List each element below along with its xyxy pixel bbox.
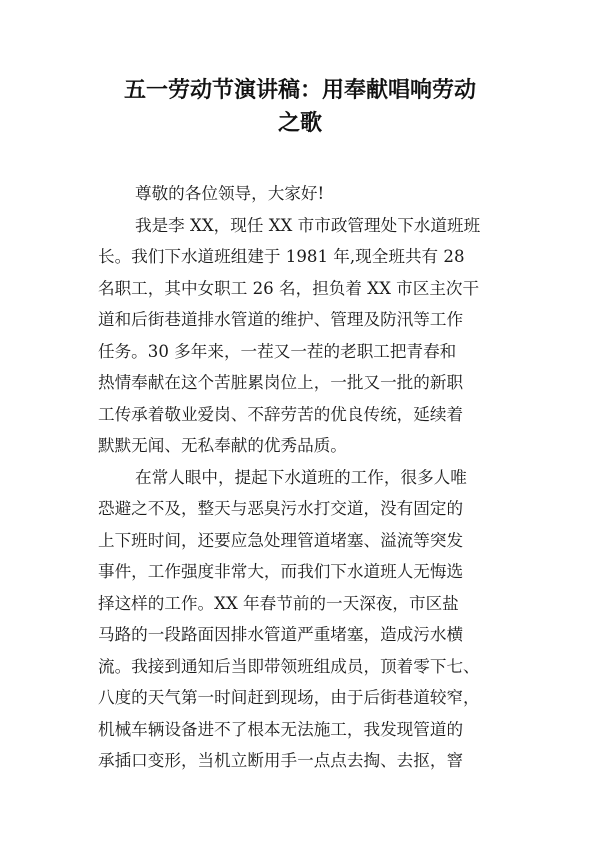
- intro-paragraph: [98, 210, 518, 462]
- text-line: 流。我接到通知后当即带领班组成员，顶着零下七、: [98, 656, 480, 676]
- greeting-paragraph: [98, 178, 518, 210]
- text-line: 尊敬的各位领导，大家好!: [135, 184, 325, 203]
- text-line: 道和后街巷道排水管道的维护、管理及防汛等工作: [98, 310, 464, 329]
- text-line: 恐避之不及，整天与恶臭污水打交道，没有固定的: [98, 499, 464, 518]
- title-line: 五一劳动节演讲稿：用奉献唱响劳动: [123, 78, 476, 103]
- text-line: 择这样的工作。XX 年春节前的一天深夜，市区盐: [98, 593, 459, 613]
- text-line: 任务。30 多年来，一茬又一茬的老职工把青春和: [98, 341, 457, 361]
- text-line: 工传承着敬业爱岗、不辞劳苦的优良传统，延续着: [98, 404, 464, 424]
- text-line: 八度的天气第一时间赶到现场，由于后街巷道较窄，: [98, 688, 480, 707]
- text-line: 上下班时间，还要应急处理管道堵塞、溢流等突发: [98, 530, 464, 550]
- text-line: 默默无闻、无私奉献的优秀品质。: [98, 436, 347, 455]
- text-line: 承插口变形，当机立断用手一点点去掏、去抠，窨: [98, 751, 464, 770]
- document-title: [60, 74, 540, 140]
- document-body: [98, 178, 518, 777]
- text-line: 机械车辆设备进不了根本无法施工，我发现管道的: [98, 719, 464, 739]
- text-line: 热情奉献在这个苦脏累岗位上，一批又一批的新职: [98, 373, 464, 392]
- text-line: 长。我们下水道班组建于 1981 年,现全班共有 28: [98, 247, 465, 266]
- text-line: 我是李 XX，现任 XX 市市政管理处下水道班班: [135, 215, 481, 235]
- text-line: 事件，工作强度非常大，而我们下水道班人无悔选: [98, 562, 464, 581]
- text-line: 在常人眼中，提起下水道班的工作，很多人唯: [135, 467, 467, 487]
- title-line: 之歌: [277, 111, 322, 136]
- text-line: 名职工，其中女职工 26 名，担负着 XX 市区主次干: [98, 278, 480, 298]
- story-paragraph: [98, 462, 518, 777]
- text-line: 马路的一段路面因排水管道严重堵塞，造成污水横: [98, 625, 464, 644]
